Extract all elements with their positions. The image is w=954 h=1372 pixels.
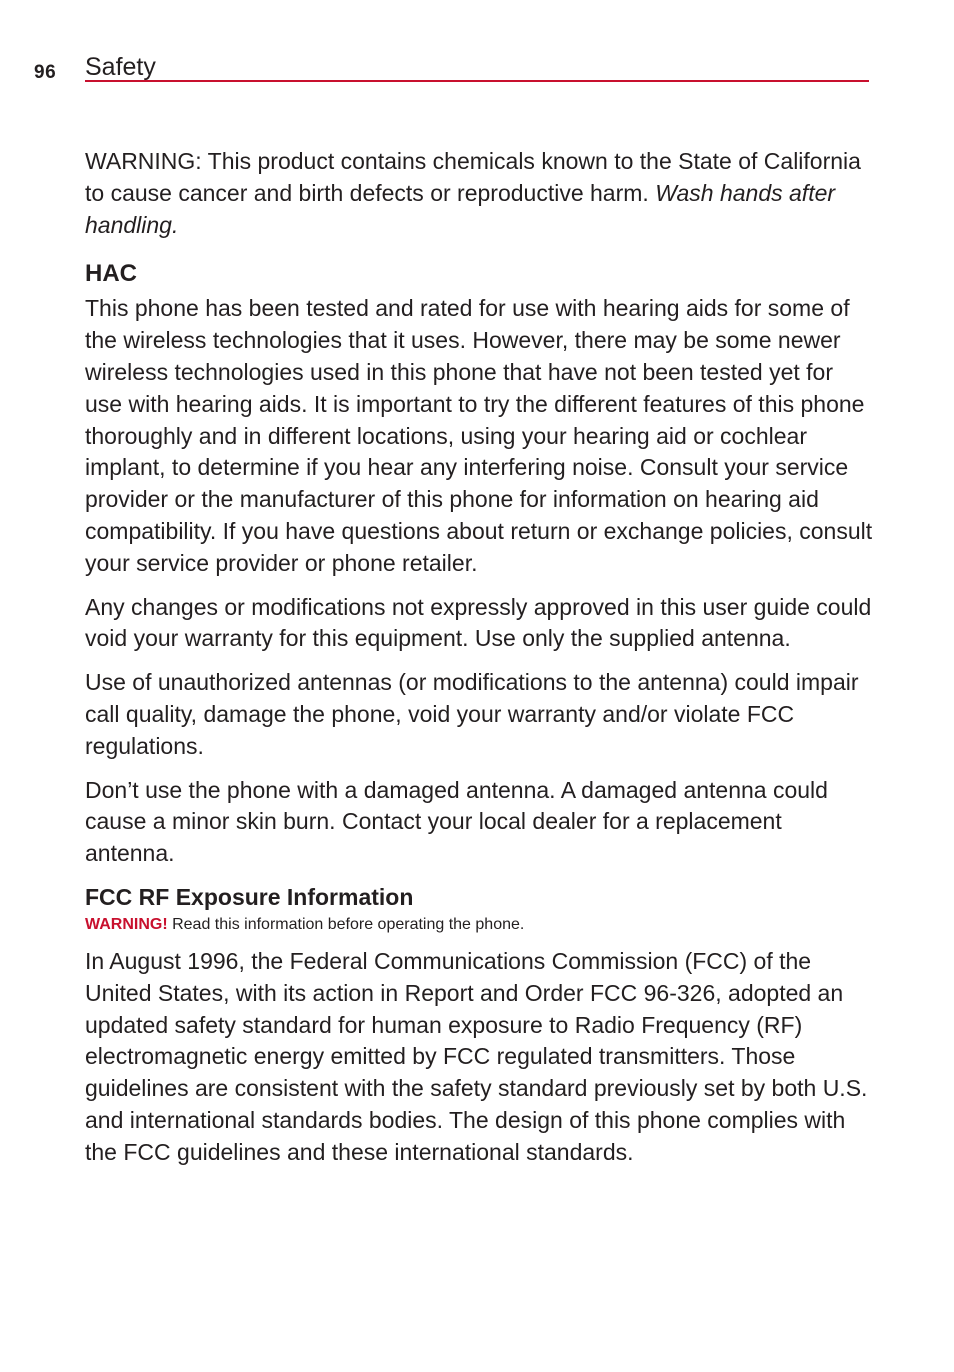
warning-italic-text: Wash hands after handling. [85,179,836,238]
warning-label: WARNING: [85,148,202,174]
hac-paragraph-4: Don’t use the phone with a damaged antenna. A damaged antenna could cause a minor skin burn. Contact your local dealer for a replacement antenna. [85,776,828,867]
page-content [85,146,875,1181]
fcc-heading: FCC RF Exposure Information [85,883,414,910]
fcc-warning [85,914,875,936]
prop65-warning [85,146,875,241]
fcc-warning-label: WARNING! [85,915,168,933]
hac-paragraph-2: Any changes or modifications not expressly approved in this user guide could void your warranty for this equipment. Use only the supplied antenna. [85,593,872,652]
page-number: 96 [34,62,57,83]
hac-heading: HAC [85,260,137,288]
fcc-paragraph: In August 1996, the Federal Communications Commission (FCC) of the United States, with its action in Report and Order FCC 96-326, adopted an updated safety standard for human exposure to Radio Frequency (RF) electromagnetic energy emitted by FCC regulated transmitters. Those guidelines are consistent with the safety standard previously set by both U.S. and international standards bodies. The design of this phone complies with the FCC guidelines and these international standards. [85,947,868,1165]
header-rule [85,80,869,82]
section-title: Safety [85,53,156,81]
warning-text: This product contains chemicals known to the State of California to cause cancer and birth defects or reproductive harm. [85,148,861,206]
hac-paragraph-3: Use of unauthorized antennas (or modifications to the antenna) could impair call quality, damage the phone, void your warranty and/or violate FCC regulations. [85,669,859,759]
hac-paragraph-1: This phone has been tested and rated for use with hearing aids for some of the wireless technologies that it uses. However, there may be some newer wireless technologies used in this phone that have not been tested yet for use with hearing aids. It is important to try the different features of this phone thoroughly and in different locations, using your hearing aid or cochlear implant, to determine if you hear any interfering noise. Consult your service provider or the manufacturer of this phone for information on hearing aid compatibility. If you have questions about return or exchange policies, consult your service provider or phone retailer. [85,295,873,576]
fcc-warning-text: Read this information before operating the phone. [167,915,525,933]
